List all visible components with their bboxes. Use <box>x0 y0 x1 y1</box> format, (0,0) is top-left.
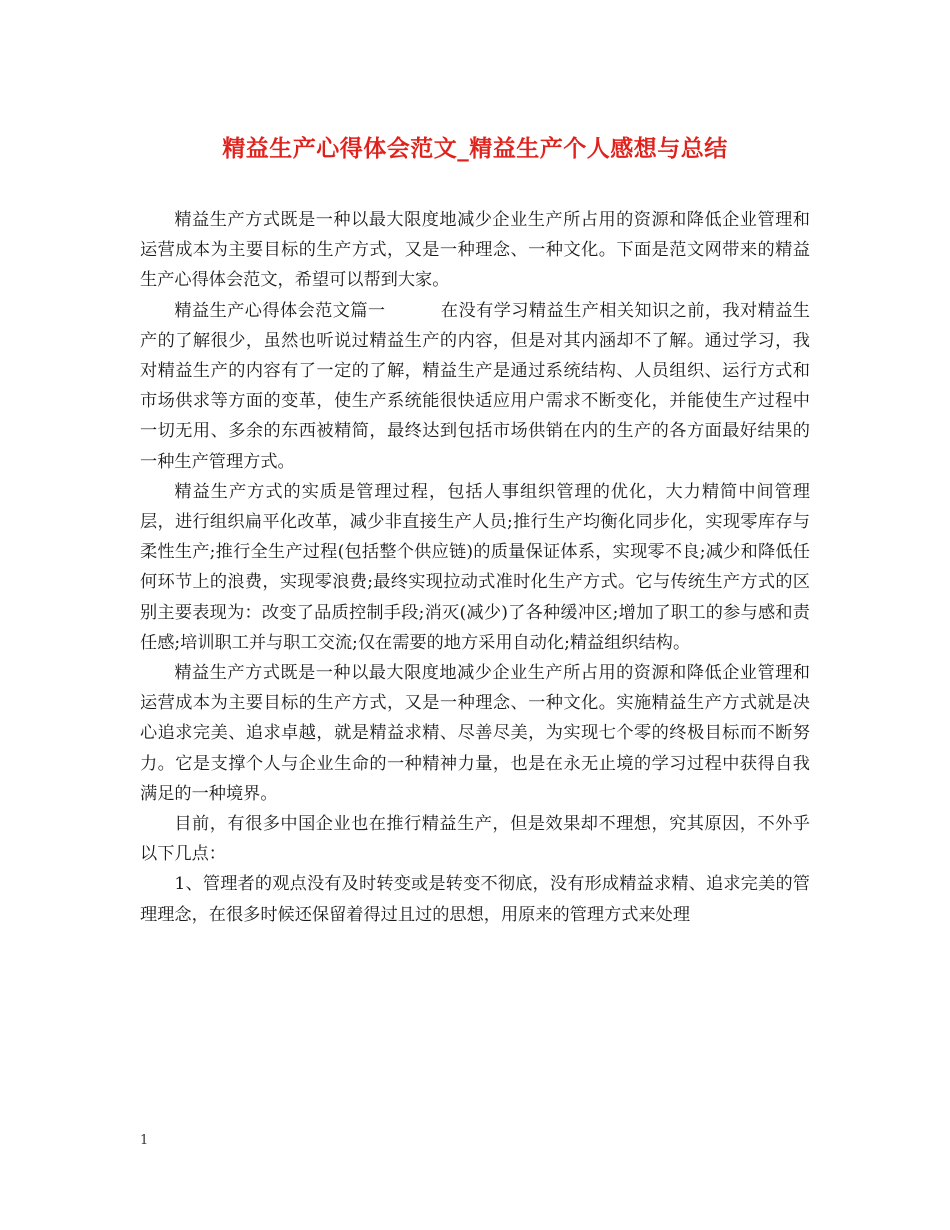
paragraph: 精益生产方式既是一种以最大限度地减少企业生产所占用的资源和降低企业管理和运营成本为主要目标的生产方式，又是一种理念、一种文化。下面是范文网带来的精益生产心得体会范文，希望可以帮到大家。 <box>140 210 810 291</box>
paragraph: 目前，有很多中国企业也在推行精益生产，但是效果却不理想，究其原因，不外乎以下几点： <box>140 814 810 865</box>
paragraph-section-one <box>140 296 810 477</box>
section-heading: 精益生产心得体会范文篇一 <box>174 300 386 321</box>
document-title: 精益生产心得体会范文_精益生产个人感想与总结 <box>222 135 728 162</box>
page-number: 1 <box>140 1133 149 1148</box>
paragraph: 1、管理者的观点没有及时转变或是转变不彻底，没有形成精益求精、追求完美的管理理念，在很多时候还保留着得过且过的思想，用原来的管理方式来处理 <box>140 874 810 925</box>
document-body <box>140 205 810 930</box>
paragraph: 精益生产方式的实质是管理过程，包括人事组织管理的优化，大力精简中间管理层，进行组织扁平化改革，减少非直接生产人员;推行生产均衡化同步化，实现零库存与柔性生产;推行全生产过程(包括整个供应链)的质量保证体系，实现零不良;减少和降低任何环节上的浪费，实现零浪费;最终实现拉动式准时化生产方式。它与传统生产方式的区别主要表现为：改变了品质控制手段;消灭(减少)了各种缓冲区;增加了职工的参与感和责任感;培训职工并与职工交流;仅在需要的地方采用自动化;精益组织结构。 <box>140 481 810 653</box>
section-text: 在没有学习精益生产相关知识之前，我对精益生产的了解很少，虽然也听说过精益生产的内容，但是对其内涵却不了解。通过学习，我对精益生产的内容有了一定的了解，精益生产是通过系统结构、人员组织、运行方式和市场供求等方面的变革，使生产系统能很快适应用户需求不断变化，并能使生产过程中一切无用、多余的东西被精简，最终达到包括市场供销在内的生产的各方面最好结果的一种生产管理方式。 <box>140 300 810 472</box>
paragraph: 精益生产方式既是一种以最大限度地减少企业生产所占用的资源和降低企业管理和运营成本为主要目标的生产方式，又是一种理念、一种文化。实施精益生产方式就是决心追求完美、追求卓越，就是精益求精、尽善尽美，为实现七个零的终极目标而不断努力。它是支撑个人与企业生命的一种精神力量，也是在永无止境的学习过程中获得自我满足的一种境界。 <box>140 663 810 804</box>
